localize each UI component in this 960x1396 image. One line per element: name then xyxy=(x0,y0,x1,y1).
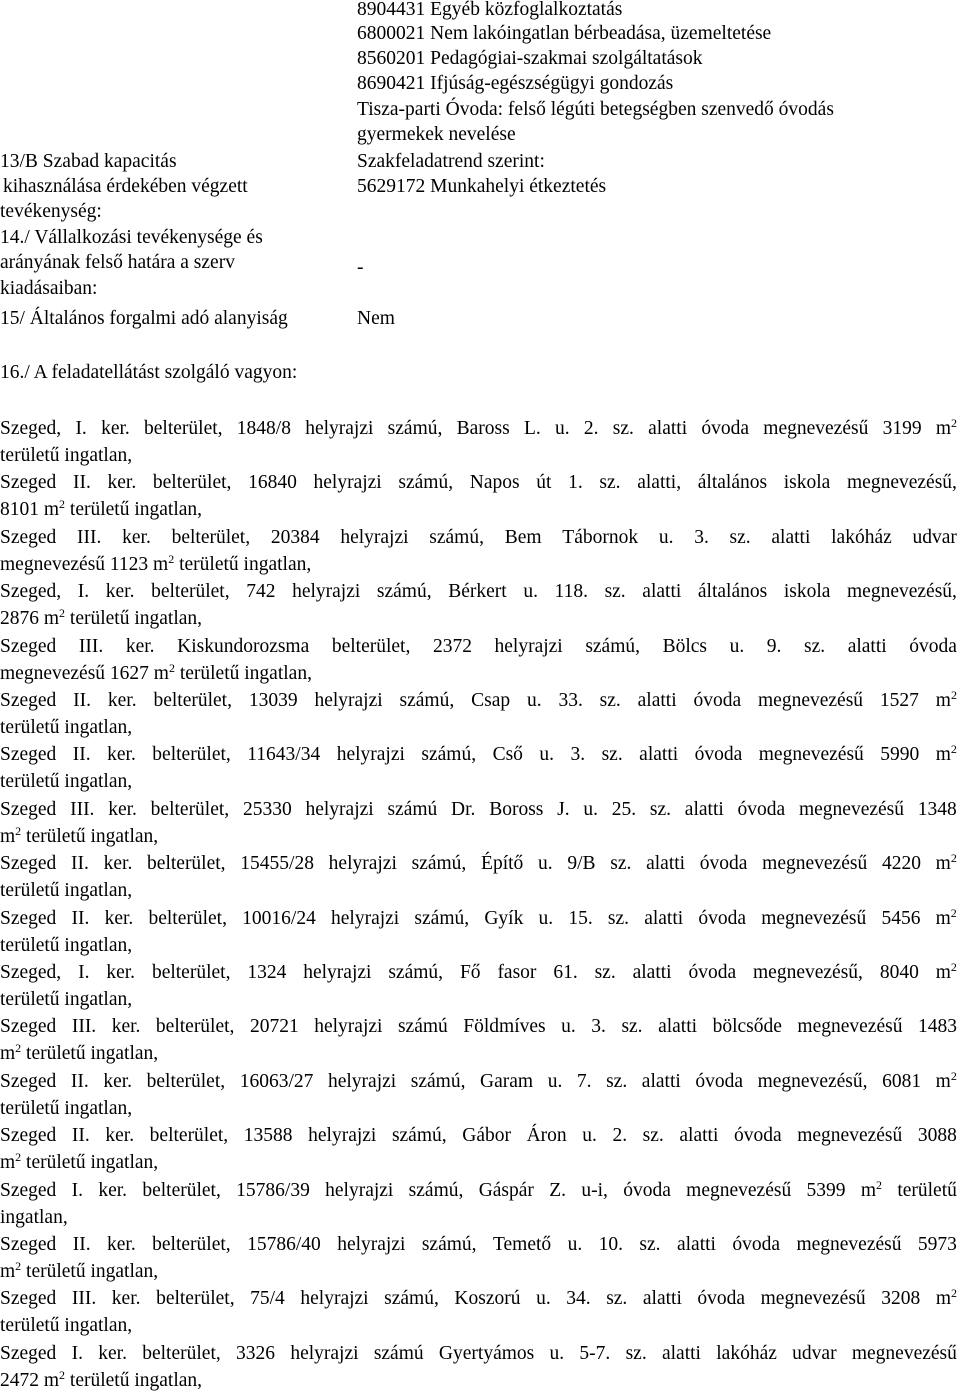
row13-label: kihasználása érdekében végzett xyxy=(3,176,248,197)
property-entry xyxy=(0,1070,957,1124)
section16-heading: 16./ A feladatellátást szolgáló vagyon: xyxy=(0,362,298,383)
property-line-1: Szeged II. ker. belterület, 16063/27 helyrajzi számú, Garam u. 7. sz. alatti óvoda megnevezésű, 6081 $m^2$ xyxy=(0,1068,957,1092)
property-line-1: Szeged II. ker. belterület, 13588 helyrajzi számú, Gábor Áron u. 2. sz. alatti óvoda megnevezésű 3088 xyxy=(0,1125,957,1147)
property-line-1: Szeged III. ker. belterület, 75/4 helyrajzi számú, Koszorú u. 34. sz. alatti óvoda megnevezésű 3208 $m^2$ xyxy=(0,1286,957,1310)
activity-line: gyermekek nevelése xyxy=(357,124,516,145)
property-line-1: Szeged II. ker. belterület, 10016/24 helyrajzi számú, Gyík u. 15. sz. alatti óvoda megnevezésű 5456 $m^2$ xyxy=(0,905,957,929)
property-line-2: területű ingatlan, xyxy=(0,771,133,793)
superscript: 2 xyxy=(950,905,957,920)
property-line-1: Szeged III. ker. Kiskundorozsma belterület, 2372 helyrajzi számú, Bölcs u. 9. sz. alatti óvoda xyxy=(0,635,957,657)
property-line-1: Szeged II. ker. belterület, 15786/40 helyrajzi számú, Temető u. 10. sz. alatti óvoda megnevezésű 5973 xyxy=(0,1234,957,1255)
superscript: 2 xyxy=(950,1286,957,1301)
property-line-2: $m^2$ területű ingatlan, xyxy=(0,1150,159,1174)
superscript: 2 xyxy=(950,1068,957,1083)
property-line-2: megnevezésű 1123 $m^2$ területű ingatlan, xyxy=(0,551,312,575)
property-line-1: Szeged III. ker. belterület, 20384 helyrajzi számú, Bem Tábornok u. 3. sz. alatti lakóház udvar xyxy=(0,526,957,548)
row13-label: tevékenység: xyxy=(0,201,102,222)
superscript: 2 xyxy=(59,606,66,621)
property-line-2: $m^2$ területű ingatlan, xyxy=(0,823,159,847)
property-line-1: Szeged I. ker. belterület, 3326 helyrajzi számú Gyertyámos u. 5-7. sz. alatti lakóház udvar megnevezésű xyxy=(0,1342,957,1364)
property-entry xyxy=(0,1233,957,1287)
property-line-1: Szeged III. ker. belterület, 25330 helyrajzi számú Dr. Boross J. u. 25. sz. alatti óvoda megnevezésű 1348 xyxy=(0,798,957,820)
superscript: 2 xyxy=(59,497,66,512)
property-entry xyxy=(0,1124,957,1178)
property-line-1: Szeged, I. ker. belterület, 1848/8 helyrajzi számú, Baross L. u. 2. sz. alatti óvoda megnevezésű 3199 $m^2$ xyxy=(0,416,957,439)
property-line-2: területű ingatlan, xyxy=(0,989,133,1010)
property-line-2: $m^2$ területű ingatlan, xyxy=(0,1041,159,1065)
superscript: 2 xyxy=(168,551,175,566)
property-line-2: $m^2$ területű ingatlan, xyxy=(0,1259,159,1282)
property-line-2: területű ingatlan, xyxy=(0,1315,133,1337)
superscript: 2 xyxy=(59,1367,66,1382)
property-entry xyxy=(0,961,957,1015)
property-entry xyxy=(0,743,957,797)
property-line-1: Szeged II. ker. belterület, 11643/34 helyrajzi számú, Cső u. 3. sz. alatti óvoda megnevezésű 5990 $m^2$ xyxy=(0,742,957,766)
property-line-2: területű ingatlan, xyxy=(0,934,133,956)
property-line-1: Szeged II. ker. belterület, 13039 helyrajzi számú, Csap u. 33. sz. alatti óvoda megnevezésű 1527 $m^2$ xyxy=(0,688,957,711)
property-line-2: területű ingatlan, xyxy=(0,880,133,902)
row14-label: arányának felső határa a szerv xyxy=(0,252,235,273)
activity-line: 8560201 Pedagógiai-szakmai szolgáltatások xyxy=(357,48,703,69)
activity-line: 8690421 Ifjúság-egészségügyi gondozás xyxy=(357,73,674,94)
property-line-2: 2876 $m^2$ területű ingatlan, xyxy=(0,606,203,630)
property-entry xyxy=(0,1179,957,1233)
property-line-1: Szeged, I. ker. belterület, 742 helyrajzi számú, Bérkert u. 118. sz. alatti általános iskola megnevezésű, xyxy=(0,581,957,603)
activity-line: 8904431 Egyéb közfoglalkoztatás xyxy=(357,0,623,20)
row14-value: - xyxy=(357,257,364,278)
property-entry xyxy=(0,580,957,634)
property-line-2: megnevezésű 1627 $m^2$ területű ingatlan, xyxy=(0,660,312,684)
property-entry xyxy=(0,1342,957,1396)
property-entry xyxy=(0,471,957,525)
superscript: 2 xyxy=(15,1150,22,1165)
property-entry xyxy=(0,907,957,961)
superscript: 2 xyxy=(950,960,957,974)
property-entry xyxy=(0,1015,957,1069)
property-line-2: területű ingatlan, xyxy=(0,717,133,738)
row14-label: 14./ Vállalkozási tevékenysége és xyxy=(0,227,263,248)
property-line-2: 2472 $m^2$ területű ingatlan, xyxy=(0,1367,203,1391)
property-line-1: Szeged II. ker. belterület, 16840 helyrajzi számú, Napos út 1. sz. alatti, általános iskola megnevezésű, xyxy=(0,472,957,494)
property-line-2: területű ingatlan, xyxy=(0,1097,133,1119)
activity-line: Tisza-parti Óvoda: felső légúti betegségben szenvedő óvodás xyxy=(357,99,834,120)
property-entry xyxy=(0,635,957,689)
property-line-1: Szeged I. ker. belterület, 15786/39 helyrajzi számú, Gáspár Z. u-i, óvoda megnevezésű 5399 $m^2$ területű xyxy=(0,1177,957,1201)
property-line-1: Szeged III. ker. belterület, 20721 helyrajzi számú Földmíves u. 3. sz. alatti bölcsőde megnevezésű 1483 xyxy=(0,1016,957,1038)
activity-line: 6800021 Nem lakóingatlan bérbeadása, üzemeltetése xyxy=(357,23,772,44)
row13-value: Szakfeladatrend szerint: xyxy=(357,151,545,172)
property-line-1: Szeged, I. ker. belterület, 1324 helyrajzi számú, Fő fasor 61. sz. alatti óvoda megnevezésű, 8040 $m^2$ xyxy=(0,960,957,983)
property-line-1: Szeged II. ker. belterület, 15455/28 helyrajzi számú, Építő u. 9/B sz. alatti óvoda megnevezésű 4220 $m^2$ xyxy=(0,851,957,875)
row15-label: 15/ Általános forgalmi adó alanyiság xyxy=(0,308,288,329)
row14-label: kiadásaiban: xyxy=(0,278,98,299)
superscript: 2 xyxy=(950,688,957,702)
property-entry xyxy=(0,526,957,580)
property-entry xyxy=(0,798,957,852)
property-line-2: területű ingatlan, xyxy=(0,445,133,466)
superscript: 2 xyxy=(15,1259,22,1273)
superscript: 2 xyxy=(950,851,957,866)
property-line-2: ingatlan, xyxy=(0,1206,68,1228)
superscript: 2 xyxy=(950,742,957,757)
row13-label: 13/B Szabad kapacitás xyxy=(0,151,177,172)
superscript: 2 xyxy=(876,1177,883,1192)
property-line-2: 8101 $m^2$ területű ingatlan, xyxy=(0,497,203,521)
superscript: 2 xyxy=(951,416,957,430)
property-entry xyxy=(0,689,957,743)
superscript: 2 xyxy=(168,660,175,675)
property-entry xyxy=(0,417,957,471)
superscript: 2 xyxy=(15,823,22,838)
property-entry xyxy=(0,1287,957,1341)
row13-value: 5629172 Munkahelyi étkeztetés xyxy=(357,176,607,197)
row15-value: Nem xyxy=(357,308,395,329)
superscript: 2 xyxy=(15,1041,22,1056)
property-entry xyxy=(0,852,957,906)
